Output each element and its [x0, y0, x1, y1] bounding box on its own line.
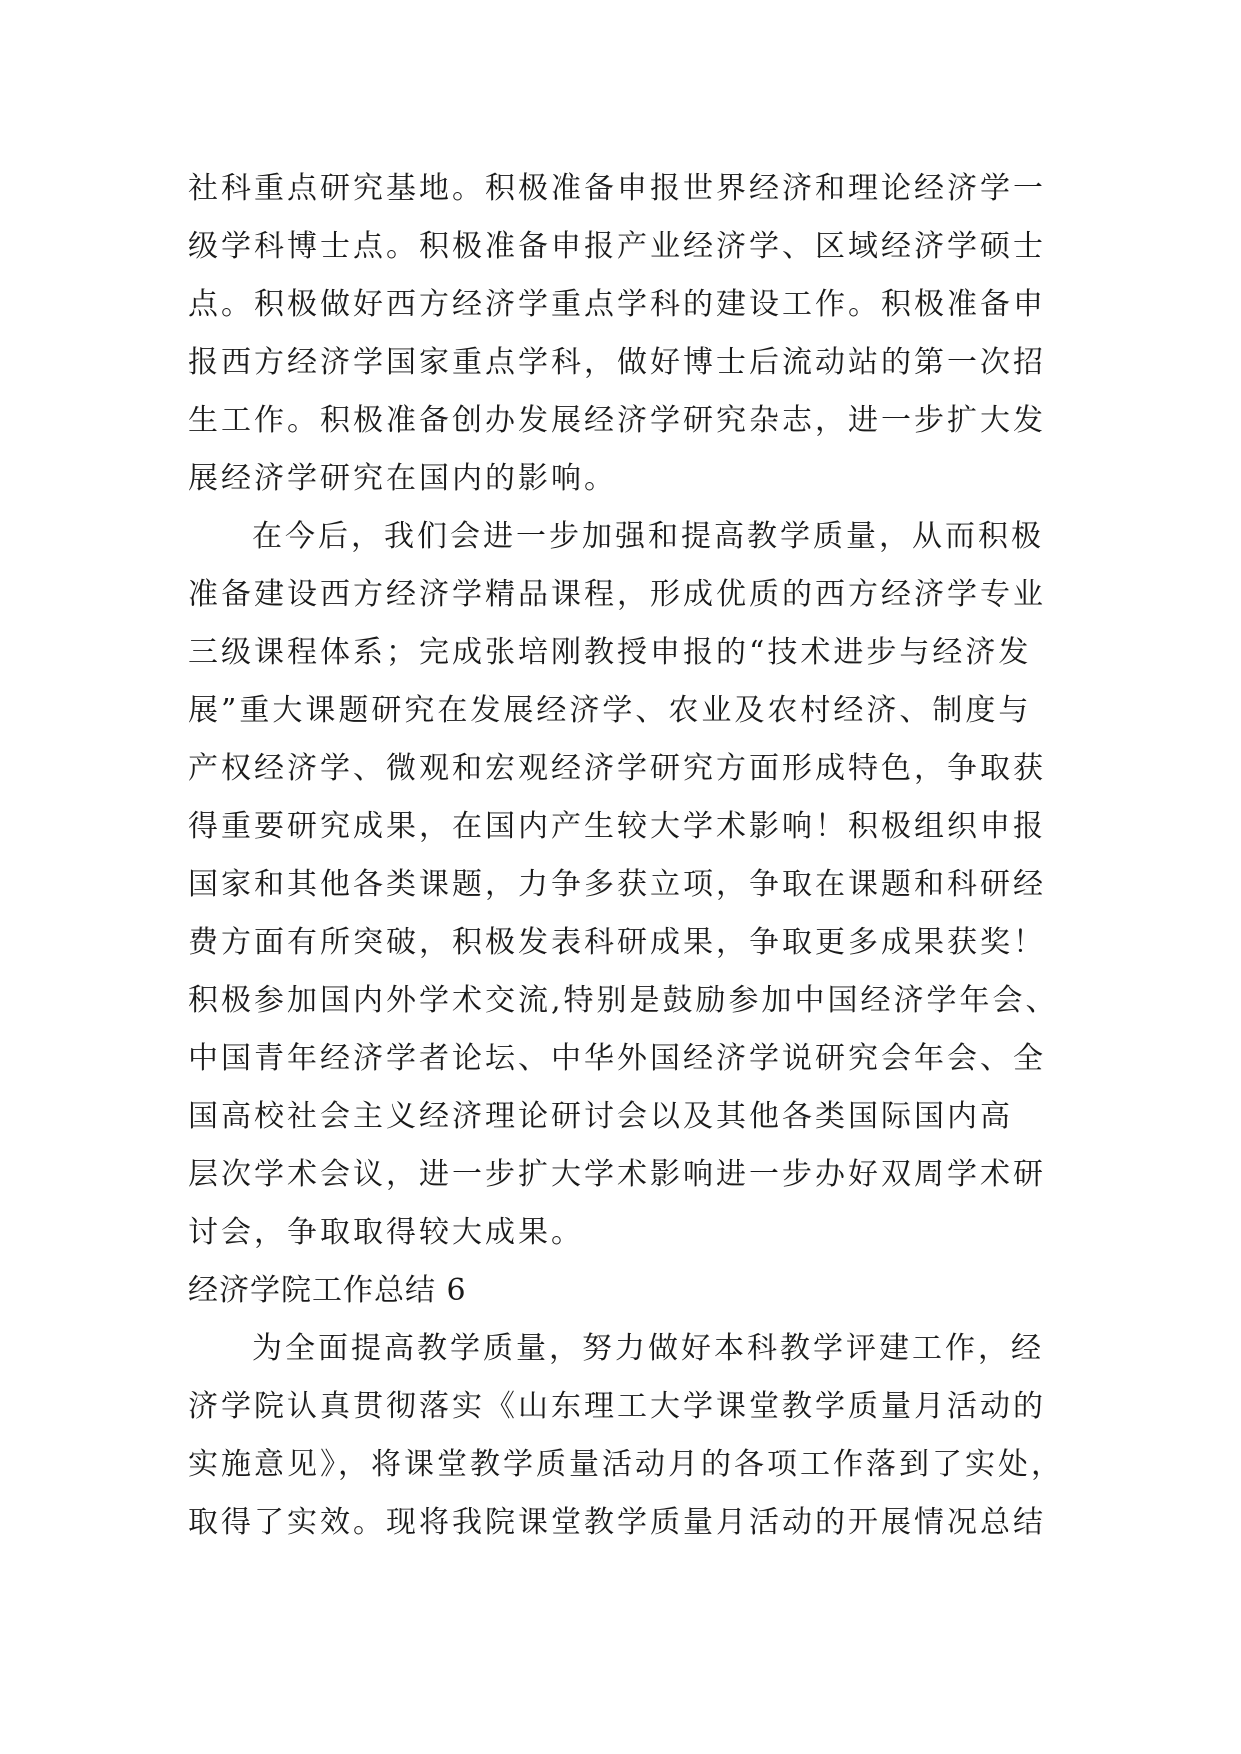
text-line: 得重要研究成果，在国内产生较大学术影响！积极组织申报 — [188, 809, 1046, 844]
text-line: 实施意见》，将课堂教学质量活动月的各项工作落到了实处， — [188, 1447, 1064, 1482]
text-line: 级学科博士点。积极准备申报产业经济学、区域经济学硕士 — [188, 229, 1046, 264]
text-line: 社科重点研究基地。积极准备申报世界经济和理论经济学一 — [188, 171, 1046, 206]
text-line: 准备建设西方经济学精品课程，形成优质的西方经济学专业 — [188, 577, 1046, 612]
section-heading: 经济学院工作总结 6 — [188, 1273, 467, 1308]
text-line: 国家和其他各类课题，力争多获立项，争取在课题和科研经 — [188, 867, 1046, 902]
text-line: 中国青年经济学者论坛、中华外国经济学说研究会年会、全 — [188, 1041, 1046, 1076]
paragraph-research-plans — [188, 160, 1060, 508]
text-line: 积极参加国内外学术交流,特别是鼓励参加中国经济学年会、 — [188, 983, 1059, 1018]
text-line: 为全面提高教学质量，努力做好本科教学评建工作，经 — [252, 1331, 1044, 1366]
text-line: 展”重大课题研究在发展经济学、农业及农村经济、制度与 — [188, 693, 1032, 728]
paragraph-teaching-quality — [188, 1320, 1064, 1552]
text-line: 讨会，争取取得较大成果。 — [188, 1215, 584, 1250]
paragraph-future-work — [188, 508, 1060, 1262]
document-body — [188, 160, 1064, 1552]
text-line: 在今后，我们会进一步加强和提高教学质量，从而积极 — [252, 519, 1044, 554]
text-line: 点。积极做好西方经济学重点学科的建设工作。积极准备申 — [188, 287, 1046, 322]
text-line: 报西方经济学国家重点学科，做好博士后流动站的第一次招 — [188, 345, 1046, 380]
text-line: 生工作。积极准备创办发展经济学研究杂志，进一步扩大发 — [188, 403, 1046, 438]
text-line: 费方面有所突破，积极发表科研成果，争取更多成果获奖！ — [188, 925, 1046, 960]
text-line: 济学院认真贯彻落实《山东理工大学课堂教学质量月活动的 — [188, 1389, 1046, 1424]
text-line: 展经济学研究在国内的影响。 — [188, 461, 617, 496]
text-line: 产权经济学、微观和宏观经济学研究方面形成特色，争取获 — [188, 751, 1046, 786]
text-line: 取得了实效。现将我院课堂教学质量月活动的开展情况总结 — [188, 1505, 1046, 1540]
text-line: 层次学术会议，进一步扩大学术影响进一步办好双周学术研 — [188, 1157, 1046, 1192]
text-line: 三级课程体系；完成张培刚教授申报的“技术进步与经济发 — [188, 635, 1032, 670]
text-line: 国高校社会主义经济理论研讨会以及其他各类国际国内高 — [188, 1099, 1013, 1134]
